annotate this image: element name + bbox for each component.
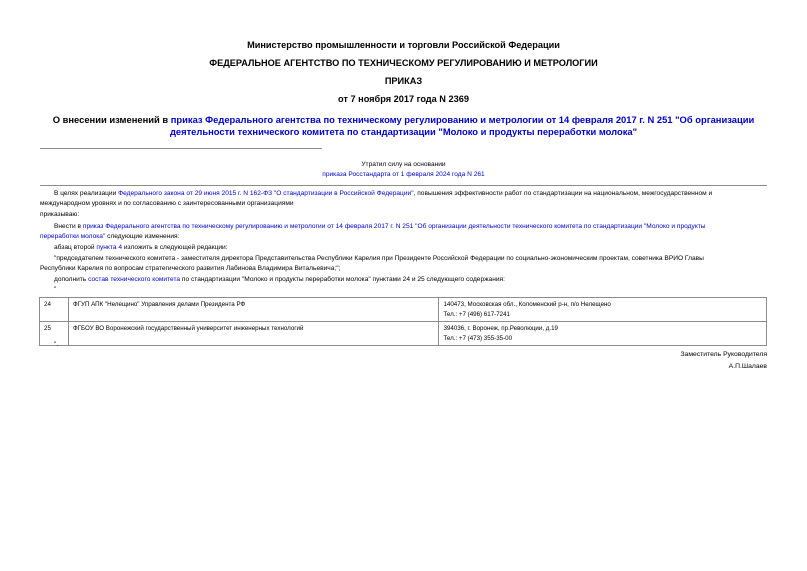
paragraph-amend-cont: переработки молока" следующие изменения: [40,233,180,240]
paragraph-chairman-cont: Республики Карелия по вопросам стратегического развития Лабинова Владимира Витальевича;"; [40,265,341,272]
table-row [40,322,767,346]
revocation-order-link[interactable]: приказа Росстандарта от 1 февраля 2024 года N 261 [322,171,485,178]
date-number: от 7 ноября 2017 года N 2369 [338,94,469,104]
row-address: 140473, Московская обл., Коломенский р-н, п/о Нелещено [443,301,611,308]
amended-order-link[interactable]: приказ Федерального агентства по техническому регулированию и метрологии от 14 февраля 2017 г. N 251 "Об организации деятельности технического комитета по стандартизации "Молоко и продукты [82,223,706,230]
agency-heading: ФЕДЕРАЛЬНОЕ АГЕНТСТВО ПО ТЕХНИЧЕСКОМУ РЕГУЛИРОВАНИЮ И МЕТРОЛОГИИ [209,58,598,68]
divider-status [40,185,767,186]
federal-law-link[interactable]: Федерального закона от 29 июня 2015 г. N 162-ФЗ "О стандартизации в Российской Федерации" [118,190,414,197]
table-row [40,298,767,322]
row-contacts [439,298,767,322]
paragraph-order: приказываю: [40,211,80,218]
paragraph-purpose: В целях реализации Федерального закона от 29 июня 2015 г. N 162-ФЗ "О стандартизации в Российской Федерации", повышения эффективности работ по стандартизации на национальном, межгосударственном и [54,190,713,197]
quote-close: ". [54,341,59,348]
row-number: 25 [40,322,69,346]
paragraph-item4: абзац второй пункта 4 изложить в следующей редакции: [54,244,228,251]
committee-table [39,297,767,346]
divider-top [40,148,322,149]
document-title [30,114,777,137]
status-link-line [0,170,807,180]
amended-order-link-cont[interactable]: переработки молока" [40,233,106,240]
row-phone: Тел.: +7 (473) 355-35-00 [443,334,513,342]
status-note: Утратил силу на основании [361,161,446,168]
paragraph-amend: Внести в приказ Федерального агентства по техническому регулированию и метрологии от 14 февраля 2017 г. N 251 "Об организации деятельности технического комитета по стандартизации "Молоко и продукты [54,223,706,230]
row-contacts [439,322,767,346]
quote-open: " [54,286,57,293]
row-address: 394036, г. Воронеж, пр.Революции, д.19 [443,325,558,333]
row-organization: ФГБОУ ВО Воронежский государственный университет инженерных технологий [68,322,438,346]
paragraph-chairman: "председателем технического комитета - заместителя директора Представительства Республики Карелия при Президенте Российской Федерации по социально-экономическим проектам, советника ВРИО Главы [54,255,704,262]
ministry-heading: Министерство промышленности и торговли Российской Федерации [247,40,560,50]
signatory-position: Заместитель Руководителя [680,351,767,358]
title-prefix: О внесении изменений в [52,114,171,125]
row-organization: ФГУП АПК "Нелещино" Управления делами Президента РФ [68,298,438,322]
committee-composition-link[interactable]: состав технического комитета [88,276,181,283]
title-amended-order-link[interactable]: приказ Федерального агентства по техническому регулированию и метрологии от 14 февраля 2017 г. N 251 "Об организации деятельности технического комитета по стандартизации "Молоко и продукты переработки молока" [169,114,755,137]
paragraph-purpose-cont: международном уровнях и по согласованию с заинтересованными организациями [40,200,294,207]
doc-type-heading: ПРИКАЗ [384,76,423,86]
row-phone: Тел.: +7 (496) 617-7241 [443,310,510,318]
signatory-name: А.П.Шалаев [728,363,767,370]
row-number: 24 [40,298,69,322]
paragraph-supplement: дополнить состав технического комитета по стандартизации "Молоко и продукты переработки молока" пунктами 24 и 25 следующего содержания: [54,276,505,283]
item-4-link[interactable]: пункта 4 [96,244,123,251]
